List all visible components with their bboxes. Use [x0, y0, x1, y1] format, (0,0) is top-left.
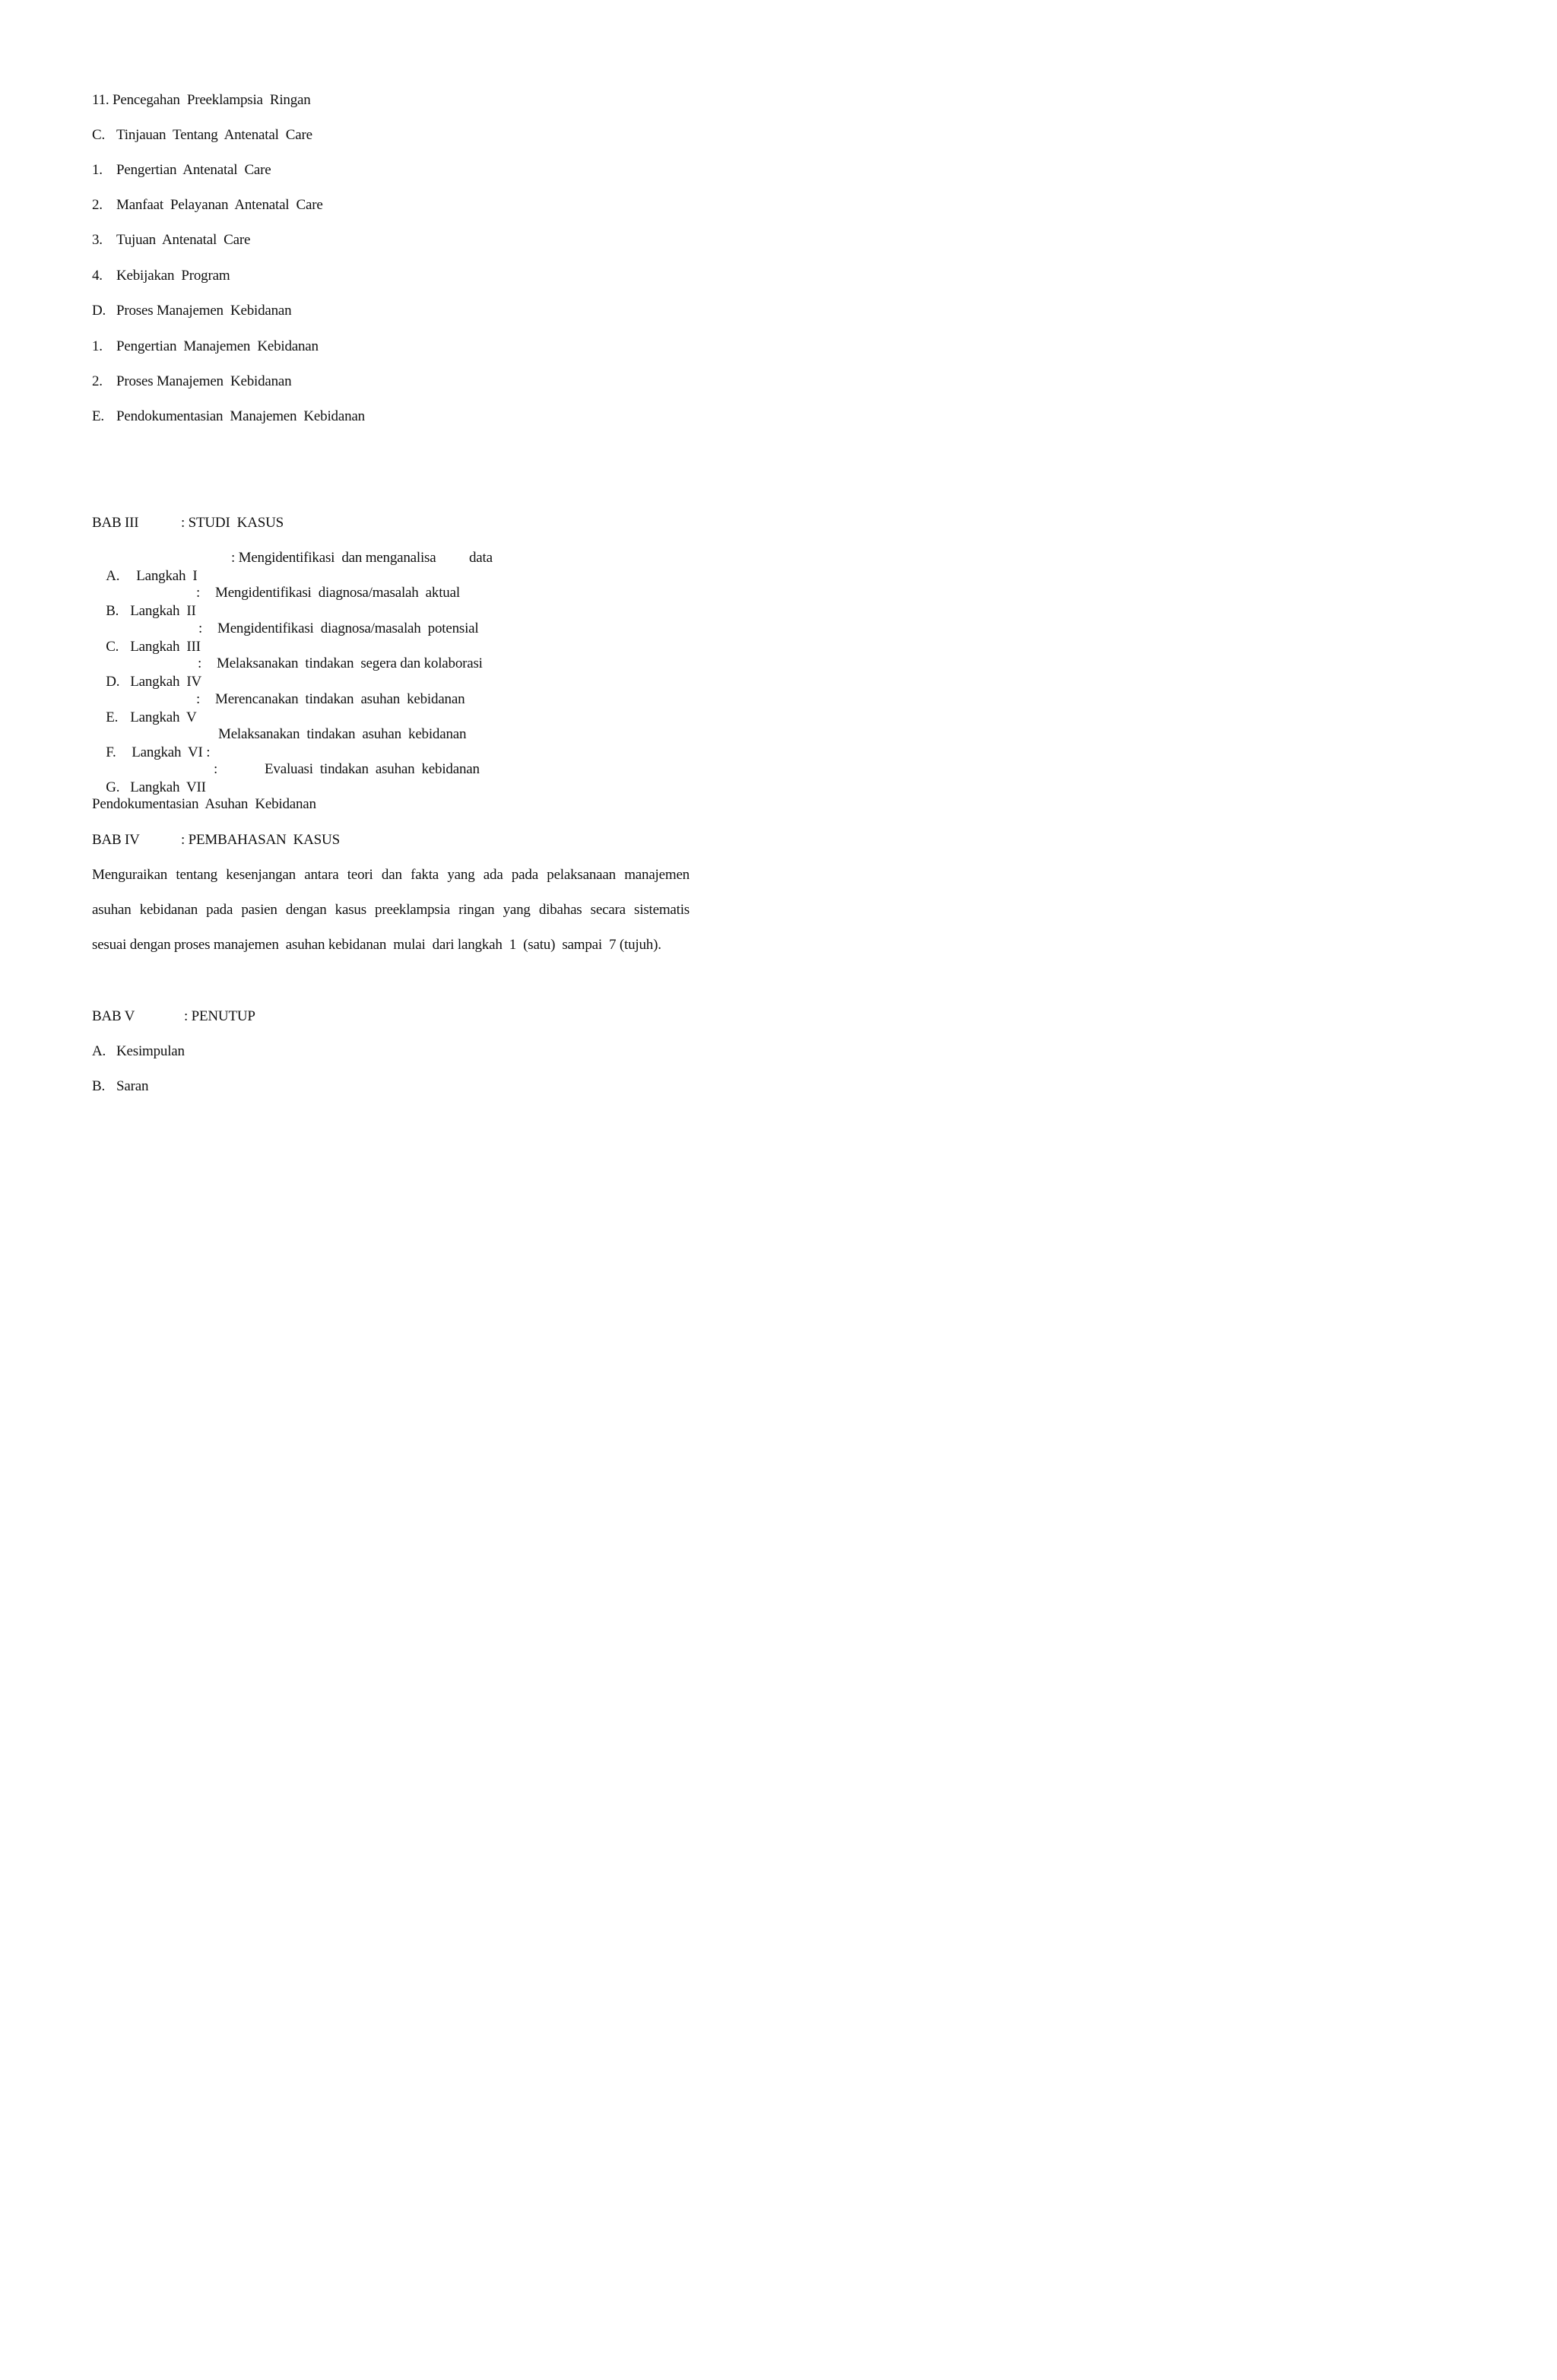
outline-heading-text: Tinjauan Tentang Antenatal Care: [116, 127, 312, 143]
outline-item-text: Pengertian Antenatal Care: [116, 162, 271, 178]
chapter-closing-line: Pendokumentasian Asuhan Kebidanan: [92, 796, 316, 812]
step-desc: data: [469, 550, 493, 566]
step-name: Langkah VII: [130, 779, 206, 795]
step-colon: :: [196, 691, 201, 707]
step-desc: Mengidentifikasi diagnosa/masalah potensial: [217, 620, 479, 636]
outline-marker: D.: [92, 303, 106, 319]
step-colon: :: [196, 585, 201, 601]
outline-heading-text: Proses Manajemen Kebidanan: [116, 303, 292, 319]
outline-marker: 1.: [92, 338, 103, 354]
outline-item: [92, 161, 271, 179]
outline-marker: 2.: [92, 373, 103, 389]
outline-heading-text: Pendokumentasian Manajemen Kebidanan: [116, 408, 365, 424]
outline-item-text: Tujuan Antenatal Care: [116, 232, 251, 248]
step-marker: G.: [106, 779, 120, 795]
outline-heading-c: [92, 126, 312, 144]
chapter-heading-bab-iii: [92, 514, 284, 532]
step-marker: A.: [106, 568, 120, 584]
outline-item-text: Manfaat Pelayanan Antenatal Care: [116, 197, 323, 213]
step-marker: E.: [106, 709, 119, 725]
outline-item: 11. Pencegahan Preeklampsia Ringan: [92, 92, 311, 108]
chapter-title: : PEMBAHASAN KASUS: [181, 832, 340, 848]
step-marker: B.: [106, 603, 119, 619]
step-desc: Merencanakan tindakan asuhan kebidanan: [215, 691, 465, 707]
outline-item: [92, 1077, 148, 1096]
outline-marker: C.: [92, 127, 106, 143]
step-name: Langkah VI :: [132, 744, 211, 760]
outline-marker: B.: [92, 1078, 106, 1094]
chapter-label: BAB V: [92, 1008, 135, 1024]
outline-marker: 4.: [92, 268, 103, 284]
chapter-title: : STUDI KASUS: [181, 515, 284, 531]
outline-item-text: Kebijakan Program: [116, 268, 230, 284]
step-name: Langkah I: [136, 568, 198, 584]
outline-item: [92, 1042, 185, 1061]
chapter-label: BAB IV: [92, 832, 140, 848]
step-name: Langkah II: [130, 603, 196, 619]
outline-item-text: Proses Manajemen Kebidanan: [116, 373, 292, 389]
chapter-title: : PENUTUP: [184, 1008, 255, 1024]
step-desc: Melaksanakan tindakan asuhan kebidanan: [218, 726, 467, 742]
outline-heading-e: [92, 408, 365, 426]
paragraph-line: Menguraikan tentang kesenjangan antara teori dan fakta yang ada pada pelaksanaan manajemen: [92, 867, 690, 883]
outline-item-text: Pengertian Manajemen Kebidanan: [116, 338, 319, 354]
outline-item: [92, 338, 319, 356]
outline-item: [92, 267, 230, 285]
paragraph-line: asuhan kebidanan pada pasien dengan kasus preeklampsia ringan yang dibahas secara sistematis: [92, 902, 690, 918]
step-name: Langkah III: [130, 639, 201, 655]
outline-marker: A.: [92, 1043, 106, 1059]
outline-marker: E.: [92, 408, 104, 424]
step-colon: : Mengidentifikasi dan menganalisa: [231, 550, 436, 566]
step-name: Langkah V: [130, 709, 197, 725]
document-page: [0, 0, 778, 1190]
step-marker: F.: [106, 744, 116, 760]
step-marker: C.: [106, 639, 119, 655]
outline-item: [92, 196, 323, 214]
chapter-label: BAB III: [92, 515, 139, 531]
outline-item: [92, 373, 291, 391]
step-desc: Mengidentifikasi diagnosa/masalah aktual: [215, 585, 460, 601]
step-desc: Evaluasi tindakan asuhan kebidanan: [265, 761, 480, 777]
step-name: Langkah IV: [130, 674, 202, 690]
outline-item-text: Saran: [116, 1078, 149, 1094]
chapter-paragraph: [92, 866, 690, 954]
outline-item: [92, 231, 250, 249]
outline-heading-d: [92, 302, 291, 320]
chapter-heading-bab-v: [92, 1008, 255, 1026]
step-desc: Melaksanakan tindakan segera dan kolaborasi: [217, 655, 483, 671]
step-marker: D.: [106, 674, 120, 690]
outline-marker: 1.: [92, 162, 103, 178]
chapter-heading-bab-iv: [92, 831, 340, 849]
step-colon: :: [198, 655, 202, 671]
outline-marker: 3.: [92, 232, 103, 248]
step-colon: :: [198, 620, 203, 636]
outline-marker: 2.: [92, 197, 103, 213]
step-colon: :: [214, 761, 218, 777]
paragraph-line: sesuai dengan proses manajemen asuhan kebidanan mulai dari langkah 1 (satu) sampai 7 (tujuh).: [92, 937, 661, 953]
outline-item-text: Kesimpulan: [116, 1043, 185, 1059]
